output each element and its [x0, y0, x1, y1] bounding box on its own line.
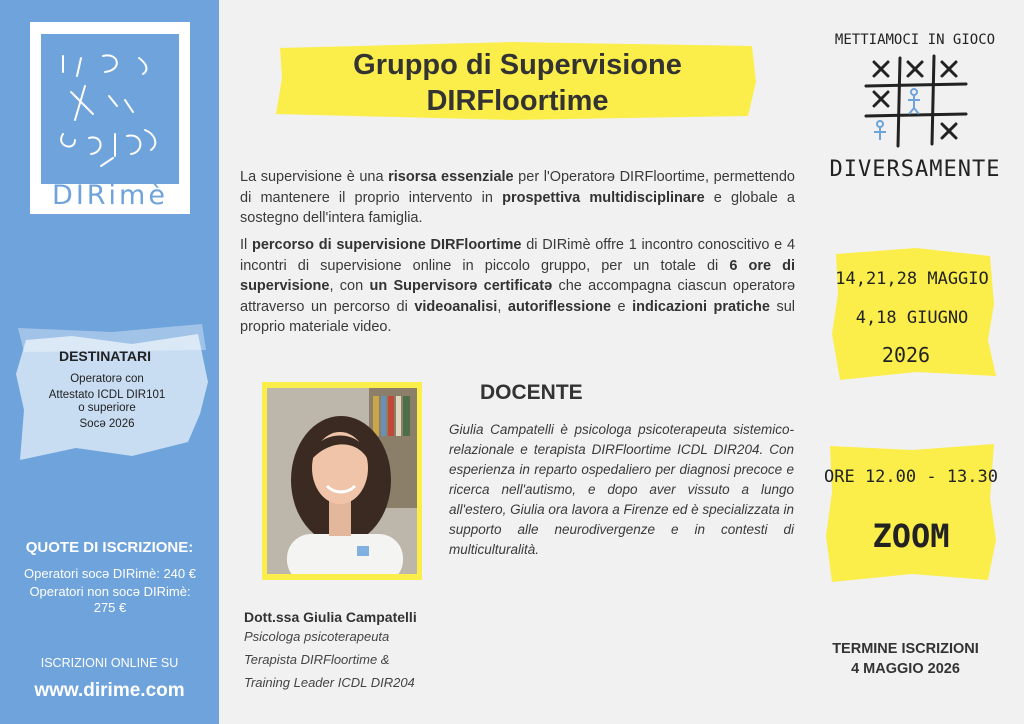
destinatari-title: DESTINATARI — [58, 348, 152, 364]
dates-year: 2026 — [881, 343, 931, 367]
website-link[interactable]: www.dirime.com — [34, 680, 185, 701]
dirime-logo — [30, 22, 190, 214]
docente-heading: DOCENTE — [480, 381, 583, 404]
teacher-bio: Giulia Campatelli è psicologa psicoterapeuta sistemico-relazionale e terapista DIRFloortime ICDL DIR204. Con esperienza in reparto ospedaliero per diagnosi precoce e ricerca nell'autismo, e dopo aver vissuto a lungo all'estero, Giulia ora lavora a Firenze ed è specializzata in supporto alle neurodivergenze e in contesti di multiculturalità. — [449, 422, 794, 557]
deadline-date: 4 MAGGIO 2026 — [851, 661, 960, 677]
teacher-portrait-icon — [267, 388, 417, 574]
dates-line: 14,21,28 MAGGIO — [835, 269, 989, 289]
quote-line: Operatori non socə DIRimè: — [29, 584, 191, 599]
time-hours: ORE 12.00 - 13.30 — [824, 467, 998, 487]
quote-line: Operatori socə DIRimè: 240 € — [24, 566, 196, 581]
brand-bottom-text: DIVERSAMENTE — [829, 157, 1001, 182]
teacher-name: Dott.ssa Giulia Campatelli — [244, 609, 417, 625]
teacher-role: Training Leader ICDL DIR204 — [244, 675, 415, 690]
teacher-role: Psicologa psicoterapeuta — [244, 629, 390, 644]
logo-text: DIRimè — [52, 180, 168, 211]
teacher-photo — [267, 388, 417, 574]
destinatari-line: Attestato ICDL DIR101 — [48, 389, 166, 401]
brand-top-text: METTIAMOCI IN GIOCO — [834, 32, 996, 48]
page-title: Gruppo di Supervisione — [353, 49, 682, 81]
intro-paragraph: La supervisione è una risorsa essenziale per l'Operatorə DIRFloortime, permettendo di mantenere il proprio intervento in prospettiva multidisciplinare e globale a sostegno dell'intera famiglia. — [240, 169, 795, 226]
dates-line: 4,18 GIUGNO — [855, 308, 969, 328]
deadline-line: TERMINE ISCRIZIONI — [832, 641, 979, 657]
course-paragraph: Il percorso di supervisione DIRFloortime di DIRimè offre 1 incontro conoscitivo e 4 incontri di supervisione online in piccolo gruppo, per un totale di 6 ore di supervisione, con un Supervisorə certificatə che accompagna ciascun operatorə attraverso un percorso di videoanalisi, autoriflessione e indicazioni pratiche sul proprio materiale video. — [240, 237, 796, 335]
quote-line: 275 € — [93, 600, 127, 615]
quote-title: QUOTE DI ISCRIZIONE: — [25, 539, 194, 556]
zoom-label: ZOOM — [872, 517, 950, 555]
page-subtitle: DIRFloortime — [426, 85, 609, 117]
sidebar — [0, 0, 219, 724]
teacher-role: Terapista DIRFloortime & — [244, 652, 390, 667]
destinatari-line: Operatorə con — [70, 373, 144, 385]
teacher-photo-frame — [262, 382, 422, 580]
destinatari-line: o superiore — [78, 402, 136, 414]
time-highlight — [822, 440, 1000, 586]
logo-pattern — [41, 34, 179, 184]
destinatari-line: Socə 2026 — [79, 418, 135, 430]
logo-doodles-icon — [41, 34, 179, 184]
tic-tac-toe-icon — [862, 54, 972, 150]
online-label: ISCRIZIONI ONLINE SU — [40, 656, 179, 670]
